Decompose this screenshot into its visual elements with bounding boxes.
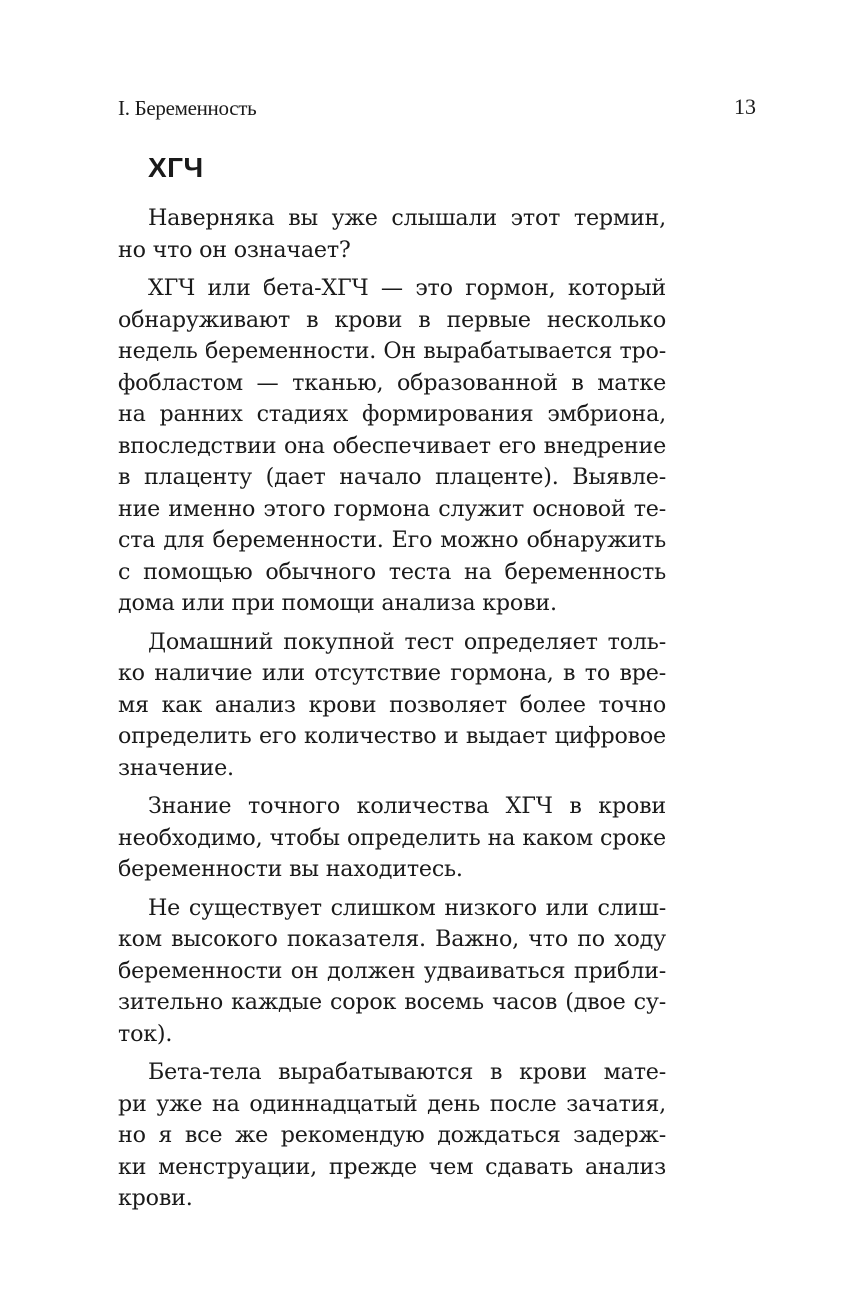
text-line: с помощью обычного теста на беременность: [118, 558, 666, 585]
text-line: Знание точного количества ХГЧ в крови: [148, 793, 666, 819]
text-line: Не существует слишком низкого или слиш-: [148, 894, 666, 921]
text-line: но я все же рекомендую дождаться задерж-: [118, 1122, 666, 1148]
text-line: дома или при помощи анализа крови.: [118, 590, 557, 616]
text-line: зительно каждые сорок восемь часов (двое су-: [118, 989, 666, 1015]
text-line: ко наличие или отсутствие гормона, в то вре-: [118, 660, 666, 686]
text-line: ХГЧ или бета-ХГЧ — это гормон, который: [148, 275, 666, 301]
text-line: на ранних стадиях формирования эмбриона,: [118, 401, 666, 427]
paragraph: [118, 203, 666, 266]
text-line: но что он означает?: [118, 236, 351, 263]
running-head: I. Беременность: [118, 96, 257, 120]
text-line: беременности вы находитесь.: [118, 856, 463, 882]
text-line: значение.: [118, 754, 234, 781]
text-line: ток).: [118, 1020, 173, 1047]
paragraph: [118, 1057, 666, 1215]
paragraph: [118, 627, 666, 785]
text-line: фобластом — тканью, образованной в матке: [118, 369, 666, 396]
text-line: беременности он должен удваиваться прибли-: [118, 957, 666, 984]
text-line: недель беременности. Он вырабатывается тро-: [118, 338, 666, 364]
text-line: впоследствии она обеспечивает его внедрение: [118, 432, 666, 459]
text-line: ри уже на одиннадцатый день после зачатия,: [118, 1090, 666, 1117]
text-line: ние именно этого гормона служит основой те-: [118, 495, 666, 522]
paragraph: [118, 893, 666, 1051]
text-line: ком высокого показателя. Важно, что по ходу: [118, 926, 666, 952]
text-line: обнаруживают в крови в первые несколько: [118, 306, 666, 333]
text-line: Бета-тела вырабатываются в крови мате-: [148, 1059, 666, 1085]
body-text: [118, 203, 666, 1222]
text-line: определить его количество и выдает цифровое: [118, 723, 666, 749]
text-line: Наверняка вы уже слышали этот термин,: [148, 205, 666, 231]
text-line: мя как анализ крови позволяет более точно: [118, 691, 666, 718]
paragraph: [118, 273, 666, 620]
text-line: в плаценту (дает начало плаценте). Выявле-: [118, 464, 666, 490]
text-line: ста для беременности. Его можно обнаружить: [118, 527, 666, 553]
paragraph: [118, 791, 666, 886]
text-line: Домашний покупной тест определяет толь-: [148, 628, 666, 655]
section-title: ХГЧ: [148, 152, 204, 183]
text-line: крови.: [118, 1185, 193, 1211]
text-line: необходимо, чтобы определить на каком сроке: [118, 824, 666, 851]
text-line: ки менструации, прежде чем сдавать анализ: [118, 1153, 666, 1180]
page-number: 13: [734, 94, 756, 119]
